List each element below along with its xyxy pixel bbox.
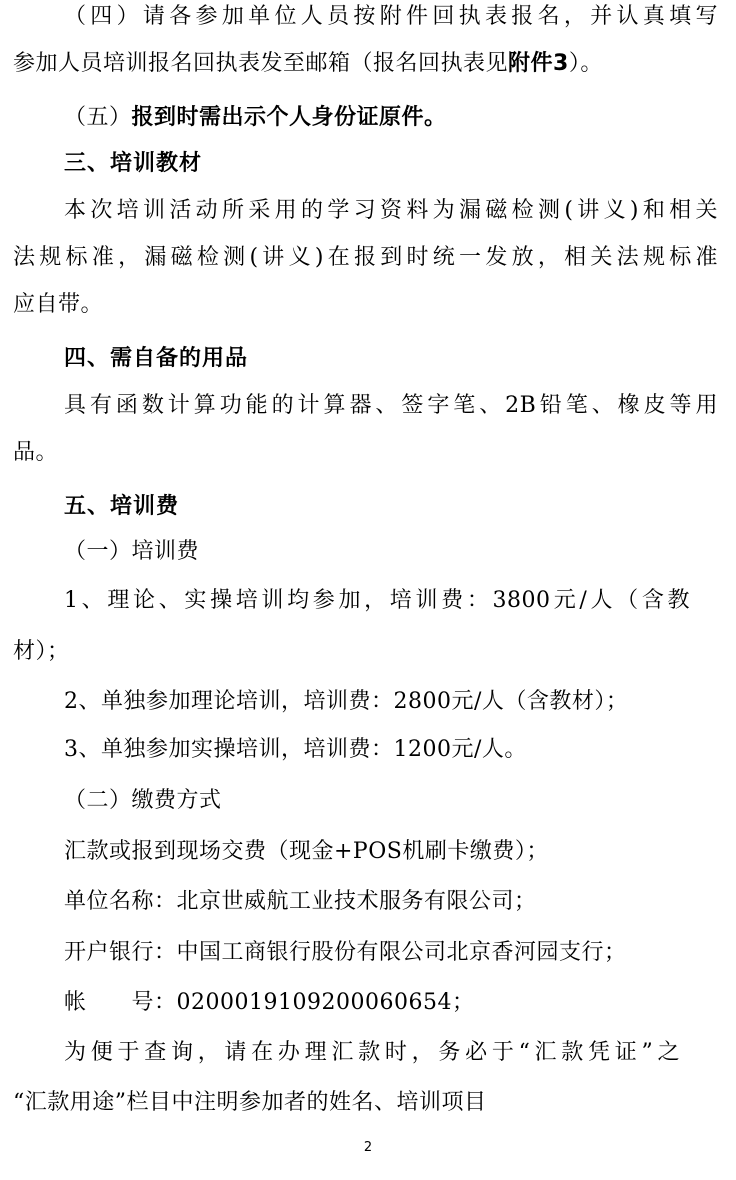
text-run: ）。 bbox=[568, 51, 603, 76]
text-run: （五） bbox=[64, 105, 132, 130]
section-heading: 五、培训费 bbox=[64, 494, 180, 519]
paragraph-line: 汇款或报到现场交费（现金+POS机刷卡缴费）； bbox=[64, 839, 549, 864]
paragraph-line: 单位名称：北京世威航工业技术服务有限公司； bbox=[64, 889, 537, 914]
paragraph-line: 3、单独参加实操培训，培训费：1200元/人。 bbox=[64, 737, 527, 762]
paragraph-line: （四）请各参加单位人员按附件回执表报名，并认真填写 bbox=[64, 4, 718, 29]
paragraph-line: 为便于查询，请在办理汇款时，务必于“汇款凭证”之 bbox=[64, 1040, 680, 1065]
paragraph-line: 法规标准，漏磁检测(讲义)在报到时统一发放，相关法规标准 bbox=[13, 245, 718, 270]
paragraph-line: 2、单独参加理论培训，培训费：2800元/人（含教材）； bbox=[64, 689, 629, 714]
paragraph-line: 1、理论、实操培训均参加，培训费：3800元/人（含教 bbox=[64, 588, 690, 613]
paragraph-line: 帐 号：0200019109200060654； bbox=[64, 990, 475, 1015]
paragraph-line bbox=[64, 103, 447, 133]
paragraph-line: 应自带。 bbox=[13, 292, 104, 317]
section-heading: 四、需自备的用品 bbox=[64, 346, 249, 371]
paragraph-line: 开户银行：中国工商银行股份有限公司北京香河园支行； bbox=[64, 940, 627, 965]
page-number: 2 bbox=[363, 1140, 373, 1155]
paragraph-line: 本次培训活动所采用的学习资料为漏磁检测(讲义)和相关 bbox=[64, 198, 718, 223]
subsection-heading: （一）培训费 bbox=[64, 539, 200, 564]
paragraph-line: “汇款用途”栏目中注明参加者的姓名、培训项目 bbox=[13, 1090, 487, 1115]
paragraph-line: 具有函数计算功能的计算器、签字笔、2B铅笔、橡皮等用 bbox=[64, 393, 718, 418]
section-heading: 三、培训教材 bbox=[64, 151, 203, 176]
paragraph-line: 品。 bbox=[13, 440, 59, 465]
subsection-heading: （二）缴费方式 bbox=[64, 788, 222, 813]
bold-notice: 报到时需出示个人身份证原件。 bbox=[131, 105, 447, 130]
attachment-reference: 附件3 bbox=[508, 51, 569, 76]
paragraph-line bbox=[13, 49, 603, 79]
text-run: 参加人员培训报名回执表发至邮箱（报名回执表见 bbox=[13, 51, 509, 76]
paragraph-line: 材）； bbox=[13, 639, 70, 664]
